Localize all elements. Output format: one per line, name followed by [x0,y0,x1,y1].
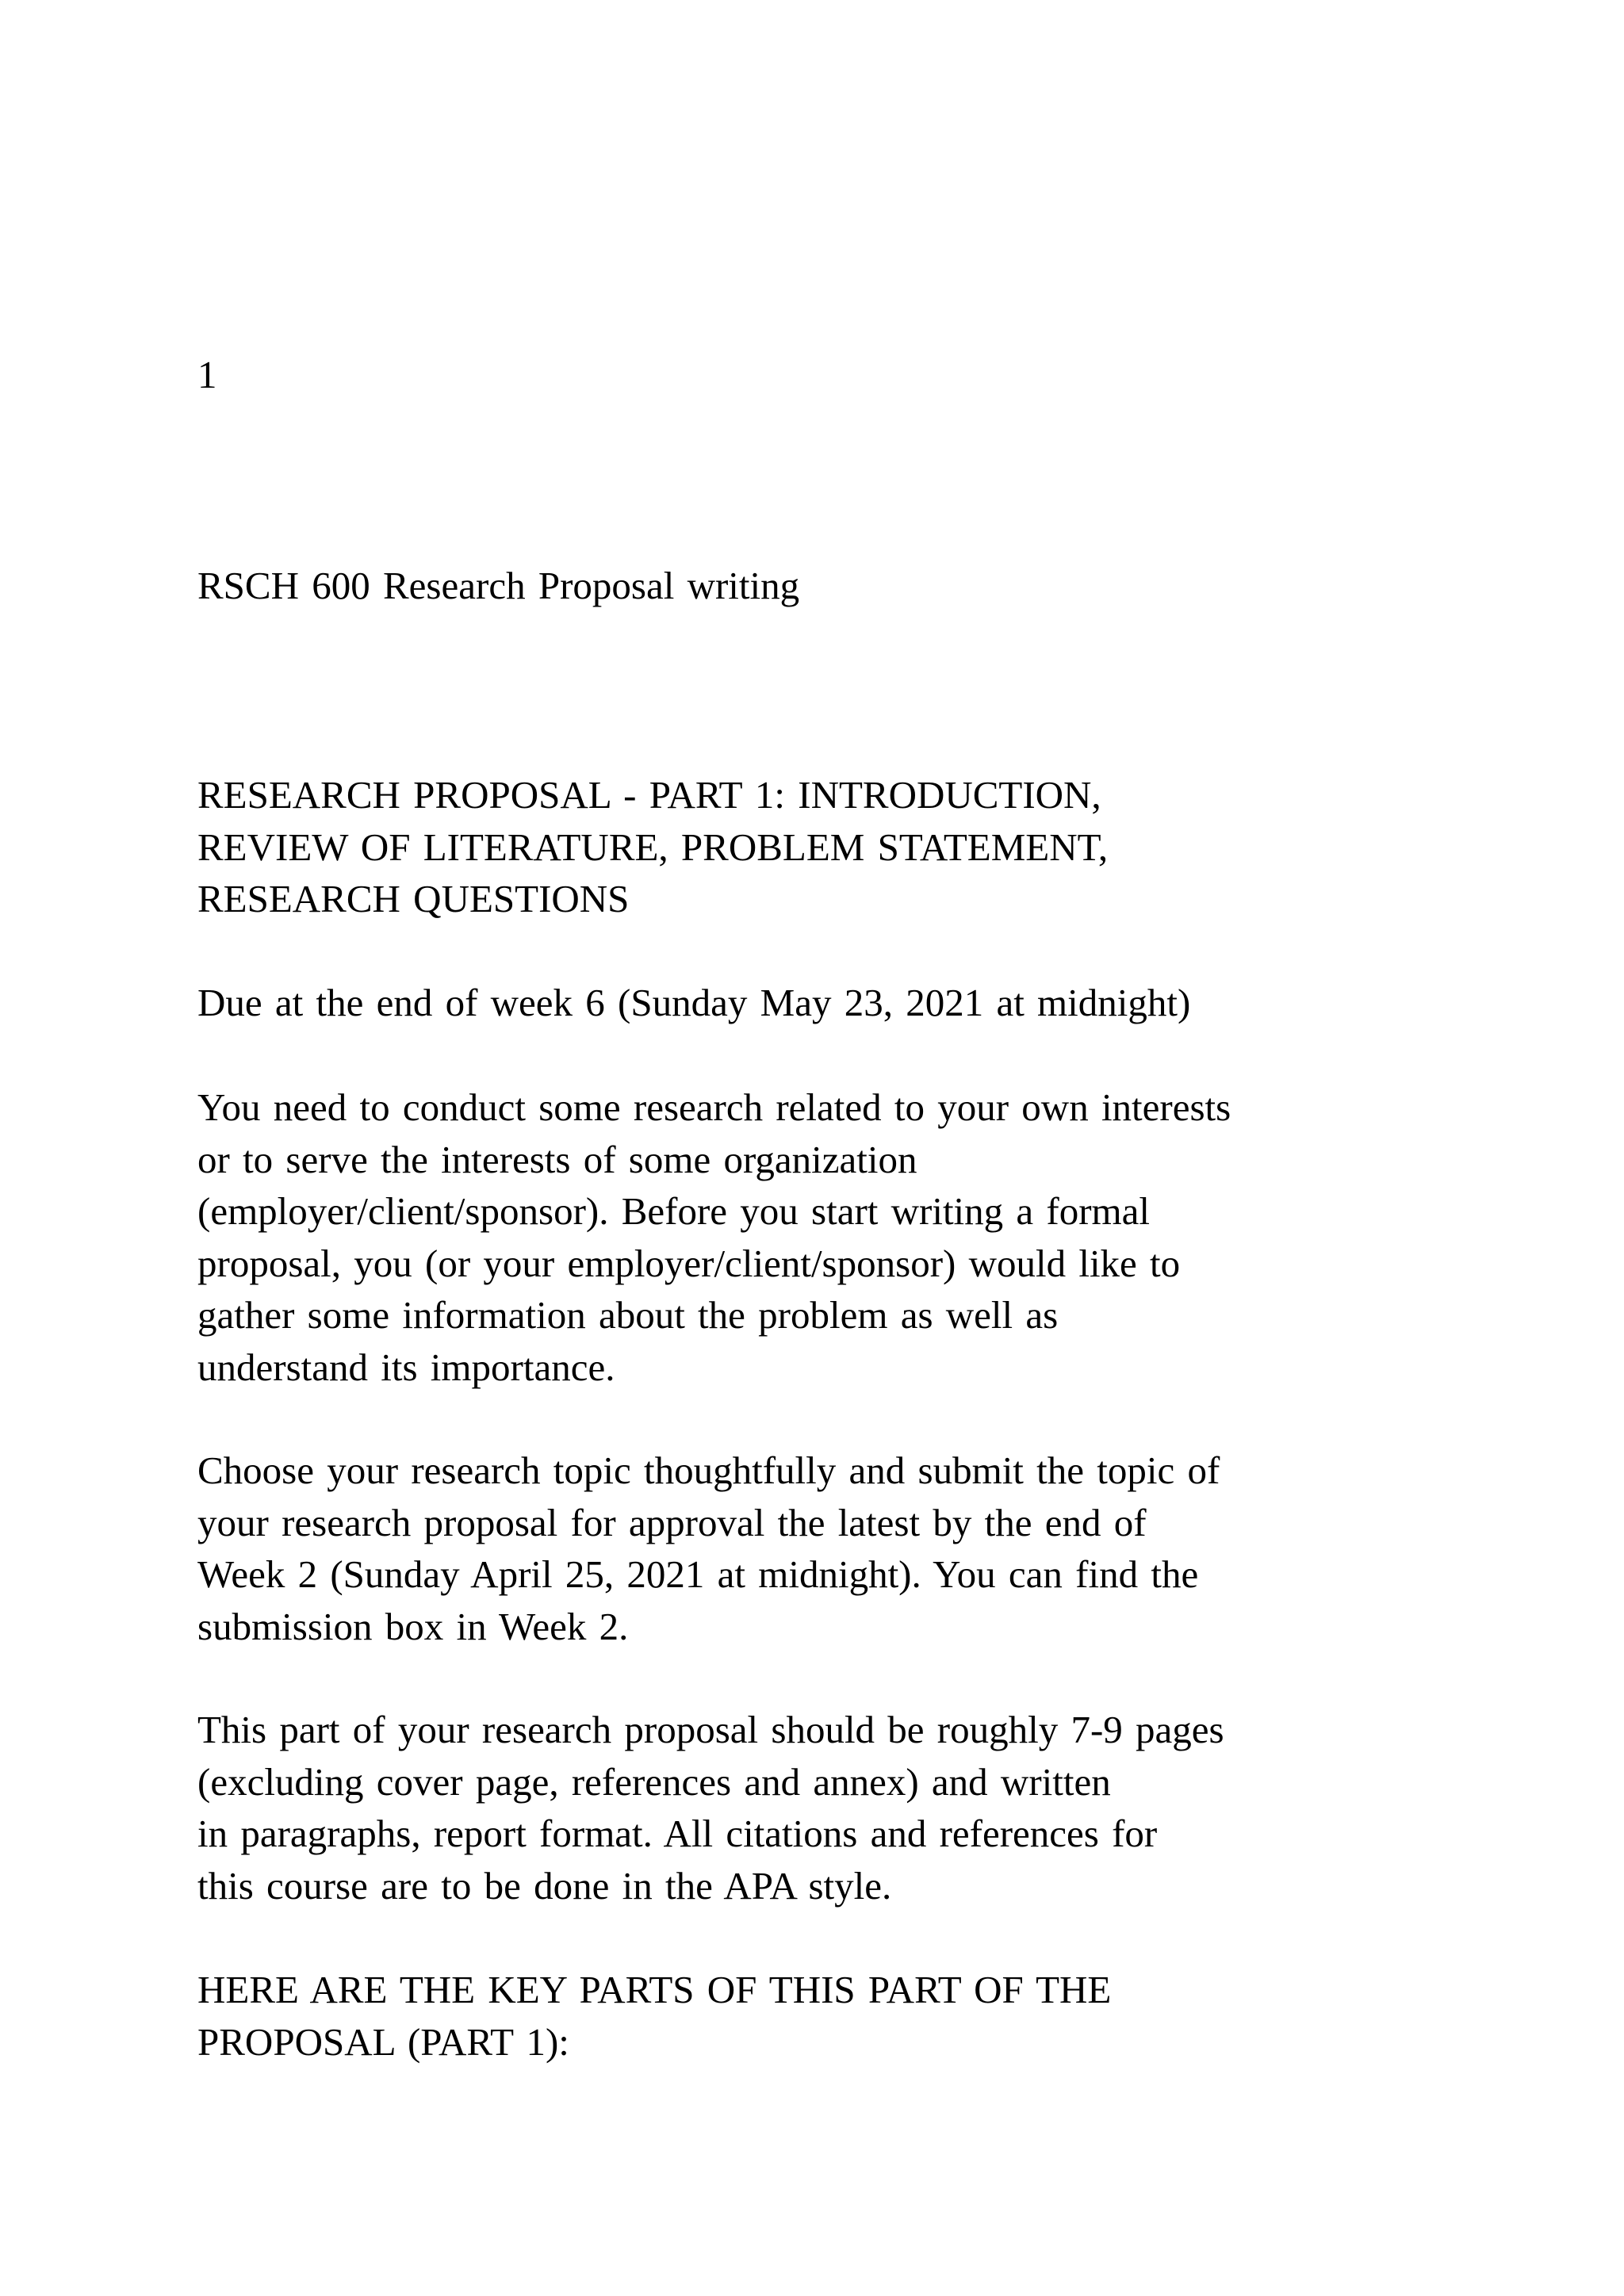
paragraph-line: Choose your research topic thoughtfully and submit the topic of [197,1448,1220,1492]
heading-line: REVIEW OF LITERATURE, PROBLEM STATEMENT, [197,825,1109,869]
paragraph-research-context [197,1081,1530,1393]
paragraph-line: gather some information about the problem as well as [197,1293,1059,1337]
paragraph-line: in paragraphs, report format. All citations and references for [197,1812,1158,1855]
paragraph-line: or to serve the interests of some organization [197,1137,917,1181]
course-title [197,560,1530,612]
heading-line: RESEARCH QUESTIONS [197,877,630,920]
due-date-text: Due at the end of week 6 (Sunday May 23, 2021 at midnight) [197,981,1191,1024]
key-parts-heading [197,1964,1530,2068]
heading-line: RESEARCH PROPOSAL - PART 1: INTRODUCTION, [197,773,1101,817]
paragraph-line: (excluding cover page, references and annex) and written [197,1759,1111,1804]
paragraph-line: understand its importance. [197,1345,615,1389]
assignment-heading [197,769,1530,925]
paragraph-line: Week 2 (Sunday April 25, 2021 at midnight). You can find the [197,1552,1199,1596]
paragraph-format-requirements [197,1704,1530,1911]
heading-line: PROPOSAL (PART 1): [197,2019,569,2064]
paragraph-line: You need to conduct some research related to your own interests [197,1085,1231,1129]
paragraph-line: your research proposal for approval the latest by the end of [197,1500,1147,1544]
due-date [197,977,1530,1029]
heading-line: HERE ARE THE KEY PARTS OF THIS PART OF THE [197,1968,1112,2011]
page-number-text: 1 [197,353,217,396]
paragraph-line: (employer/client/sponsor). Before you start writing a formal [197,1189,1151,1233]
course-title-text: RSCH 600 Research Proposal writing [197,564,800,607]
paragraph-line: proposal, you (or your employer/client/sponsor) would like to [197,1241,1181,1285]
paragraph-line: this course are to be done in the APA style. [197,1863,892,1908]
paragraph-line: This part of your research proposal should be roughly 7-9 pages [197,1708,1224,1751]
paragraph-line: submission box in Week 2. [197,1604,629,1648]
page-number [197,349,1530,401]
paragraph-topic-submission [197,1445,1530,1652]
